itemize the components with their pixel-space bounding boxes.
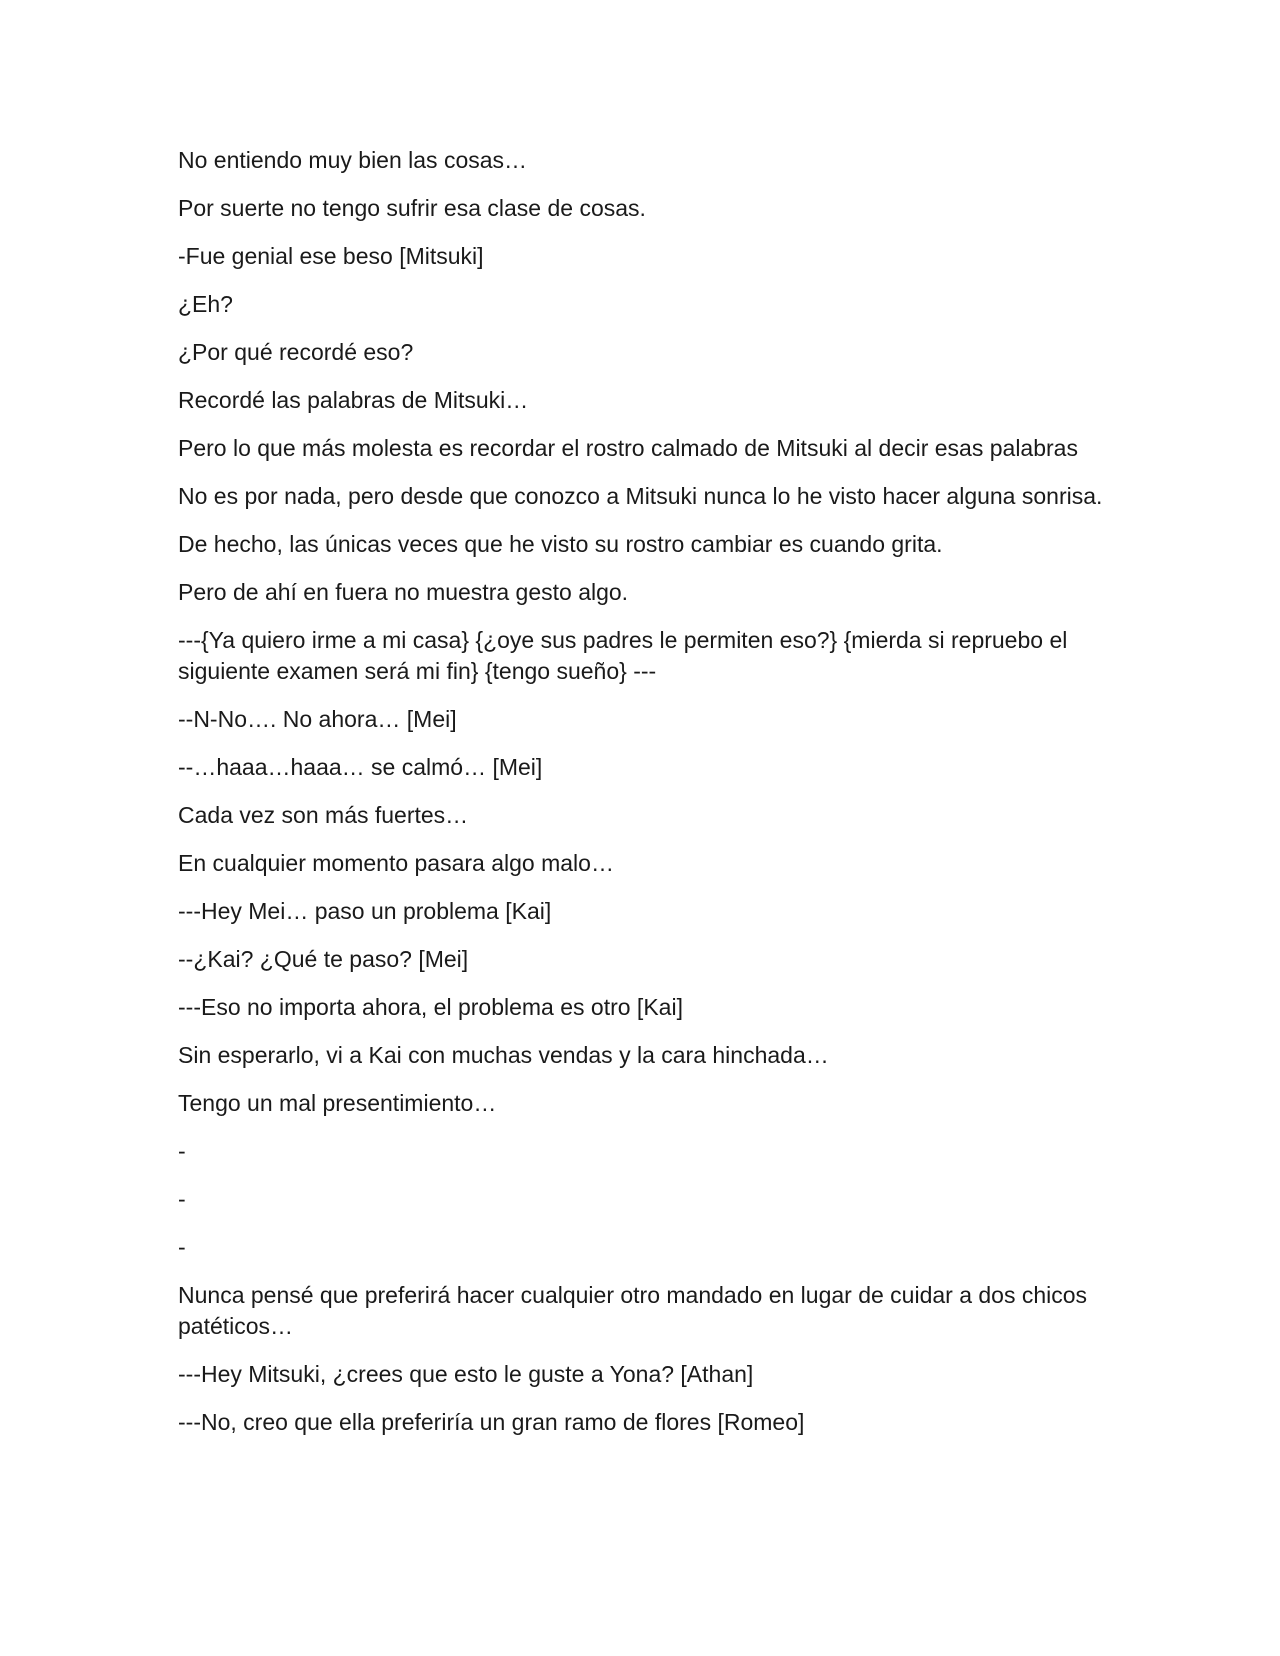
paragraph: ---{Ya quiero irme a mi casa} {¿oye sus padres le permiten eso?} {mierda si repruebo el siguiente examen será mi fin} {tengo sueño} --- (178, 627, 1068, 684)
separator-dash: - (178, 1186, 186, 1212)
paragraph: --…haaa…haaa… se calmó… [Mei] (178, 754, 543, 780)
paragraph: Pero de ahí en fuera no muestra gesto algo. (178, 579, 629, 605)
paragraph: Cada vez son más fuertes… (178, 802, 469, 828)
paragraph: Recordé las palabras de Mitsuki… (178, 387, 529, 413)
paragraph: ---Hey Mei… paso un problema [Kai] (178, 898, 552, 924)
paragraph: No entiendo muy bien las cosas… (178, 147, 528, 173)
paragraph: En cualquier momento pasara algo malo… (178, 850, 614, 876)
paragraph: Sin esperarlo, vi a Kai con muchas vendas y la cara hinchada… (178, 1042, 829, 1068)
paragraph: ¿Por qué recordé eso? (178, 339, 414, 365)
paragraph: --¿Kai? ¿Qué te paso? [Mei] (178, 946, 469, 972)
paragraph: Por suerte no tengo sufrir esa clase de cosas. (178, 195, 646, 221)
paragraph: Nunca pensé que preferirá hacer cualquier otro mandado en lugar de cuidar a dos chicos patéticos… (178, 1282, 1088, 1339)
paragraph: -Fue genial ese beso [Mitsuki] (178, 243, 484, 269)
separator-dash: - (178, 1138, 186, 1164)
paragraph: De hecho, las únicas veces que he visto su rostro cambiar es cuando grita. (178, 531, 943, 557)
paragraph: ¿Eh? (178, 291, 233, 317)
paragraph: No es por nada, pero desde que conozco a Mitsuki nunca lo he visto hacer alguna sonrisa. (178, 483, 1103, 509)
paragraph: --N-No…. No ahora… [Mei] (178, 706, 457, 732)
paragraph: ---No, creo que ella preferiría un gran ramo de flores [Romeo] (178, 1409, 805, 1435)
paragraph: ---Hey Mitsuki, ¿crees que esto le guste a Yona? [Athan] (178, 1361, 754, 1387)
document-body (178, 145, 1108, 1455)
paragraph: ---Eso no importa ahora, el problema es otro [Kai] (178, 994, 683, 1020)
paragraph: Tengo un mal presentimiento… (178, 1090, 497, 1116)
separator-dash: - (178, 1234, 186, 1260)
paragraph: Pero lo que más molesta es recordar el rostro calmado de Mitsuki al decir esas palabras (178, 435, 1078, 461)
